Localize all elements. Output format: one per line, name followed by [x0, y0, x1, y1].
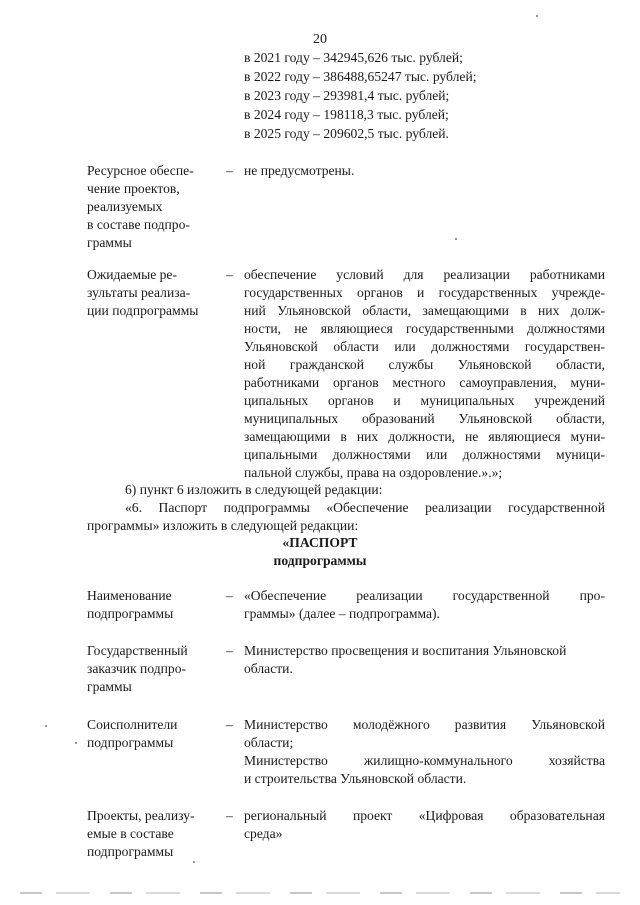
resource-label-line: Ресурсное обеспе- — [87, 163, 194, 178]
passport-row-value-line: региональный проект «Цифровая образовательная — [244, 808, 605, 823]
scan-speck — [455, 238, 457, 240]
resource-value: не предусмотрены. — [244, 163, 355, 178]
passport-row-label-line: подпрограммы — [87, 844, 174, 859]
scan-speck — [75, 742, 77, 744]
resource-label-line: граммы — [87, 235, 132, 250]
results-value-line: муниципальных образований Ульяновской области, — [244, 411, 605, 426]
passport-intro-line: «6. Паспорт подпрограммы «Обеспечение реализации государственной — [125, 500, 605, 515]
results-value-line: замещающими в них должности, не являющиеся муни- — [244, 429, 605, 444]
passport-row-label-line: подпрограммы — [87, 735, 174, 750]
passport-row-dash: – — [226, 717, 233, 732]
scan-speck — [193, 861, 195, 863]
passport-intro-line: программы» изложить в следующей редакции: — [87, 518, 359, 533]
item6-paragraph: 6) пункт 6 изложить в следующей редакции: — [125, 482, 383, 497]
passport-subtitle: подпрограммы — [273, 553, 367, 568]
results-label-line: Ожидаемые ре- — [87, 267, 177, 282]
funding-year-line: в 2024 году – 198118,3 тыс. рублей; — [244, 107, 449, 122]
passport-title: «ПАСПОРТ — [282, 535, 358, 550]
funding-year-line: в 2022 году – 386488,65247 тыс. рублей; — [244, 69, 477, 84]
resource-label-line: реализуемых — [87, 199, 163, 214]
passport-row-value-line: «Обеспечение реализации государственной про- — [244, 588, 605, 603]
passport-row-dash: – — [226, 808, 233, 823]
passport-row-label-line: емые в составе — [87, 826, 174, 841]
results-value-line: ний Ульяновской области, замещающими в них долж- — [244, 303, 605, 318]
passport-row-value-line: и строительства Ульяновской области. — [244, 771, 467, 786]
passport-row-value-line: Министерство просвещения и воспитания Ульяновской — [244, 643, 567, 658]
scan-speck — [536, 15, 538, 17]
funding-year-line: в 2021 году – 342945,626 тыс. рублей; — [244, 50, 463, 65]
passport-row-value-line: Министерство жилищно-коммунального хозяйства — [244, 753, 605, 768]
passport-row-label-line: Проекты, реализу- — [87, 808, 195, 823]
passport-row-label-line: Наименование — [87, 588, 172, 603]
resource-dash: – — [226, 163, 233, 178]
passport-row-label-line: заказчик подпро- — [87, 661, 187, 676]
funding-year-line: в 2025 году – 209602,5 тыс. рублей. — [244, 126, 449, 141]
results-value-line: ципальных органов и муниципальных учреждений — [244, 393, 605, 408]
resource-label-line: чение проектов, — [87, 181, 180, 196]
passport-row-value-line: среда» — [244, 826, 283, 841]
passport-row-value-line: области. — [244, 661, 293, 676]
passport-row-label-line: граммы — [87, 679, 132, 694]
results-value-line: ной гражданской службы Ульяновской области, — [244, 357, 605, 372]
passport-row-value-line: области; — [244, 735, 294, 750]
scan-edge-noise — [20, 892, 620, 894]
passport-row-value-line: граммы» (далее – подпрограмма). — [244, 606, 440, 621]
results-value-line: пальной службы, права на оздоровление.».»; — [244, 465, 503, 480]
passport-row-dash: – — [226, 588, 233, 603]
results-value-line: ципальными должностями или должностями муници- — [244, 447, 605, 462]
passport-row-label-line: Государственный — [87, 643, 188, 658]
results-label-line: зультаты реализа- — [87, 285, 191, 300]
funding-year-line: в 2023 году – 293981,4 тыс. рублей; — [244, 88, 450, 103]
passport-row-dash: – — [226, 643, 233, 658]
passport-row-label-line: Соисполнители — [87, 717, 178, 732]
results-dash: – — [226, 267, 233, 282]
results-value-line: Ульяновской области или должностями государствен- — [244, 339, 605, 354]
results-value-line: обеспечение условий для реализации работниками — [244, 267, 605, 282]
passport-row-value-line: Министерство молодёжного развития Ульяновской — [244, 717, 605, 732]
scan-speck — [45, 725, 47, 727]
results-value-line: государственных органов и государственных учрежде- — [244, 285, 605, 300]
passport-row-label-line: подпрограммы — [87, 606, 174, 621]
results-label-line: ции подпрограммы — [87, 303, 199, 318]
page-number: 20 — [313, 32, 327, 47]
results-value-line: работниками органов местного самоуправления, муни- — [244, 375, 605, 390]
results-value-line: ности, не являющиеся государственными должностями — [244, 321, 605, 336]
resource-label-line: в составе подпро- — [87, 217, 190, 232]
